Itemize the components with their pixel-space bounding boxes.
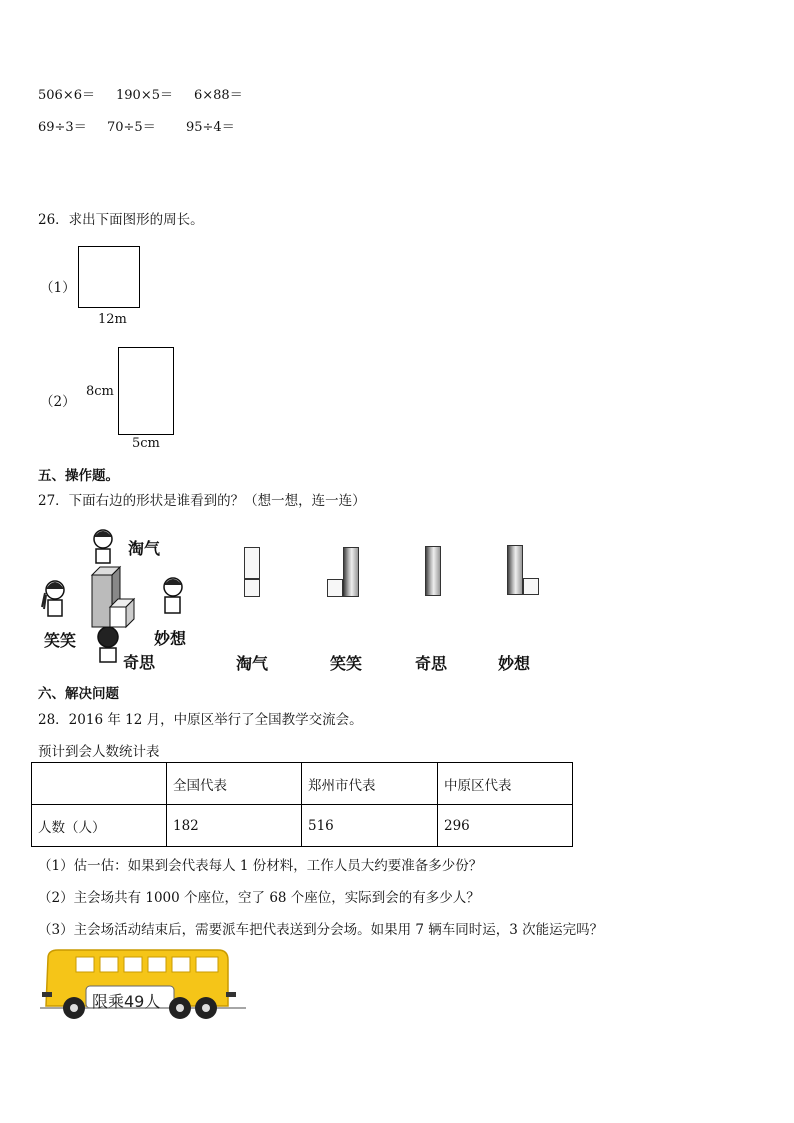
calc-item: 506×6＝ — [38, 88, 95, 103]
figure-1-label: （1） — [40, 280, 76, 296]
answer-label-miaoxiang: 妙想 — [498, 654, 531, 673]
bus-wheel-icon — [63, 997, 85, 1019]
figure-2-label: （2） — [40, 394, 76, 410]
table-header-cell: 中原区代表 — [438, 763, 573, 805]
table-header-row — [32, 763, 573, 805]
view-shape-3-tall-block — [425, 546, 441, 596]
square-figure — [78, 246, 140, 308]
answer-label-qisi: 奇思 — [415, 654, 448, 673]
rectangle-width-label: 5cm — [132, 436, 160, 451]
child-figure-xiaoxiao — [42, 581, 64, 616]
child-figure-taoqi — [94, 530, 112, 563]
view-shape-4-small-block — [523, 578, 539, 595]
table-row-label: 人数（人） — [32, 805, 167, 847]
question-28-sub-3: （3）主会场活动结束后，需要派车把代表送到分会场。如果用 7 辆车同时运，3 次能运完吗？ — [38, 922, 604, 938]
name-label-miaoxiang: 妙想 — [154, 629, 187, 648]
section-6-heading: 六、解决问题 — [38, 686, 119, 702]
view-shape-2-small-block — [327, 579, 343, 597]
view-shape-1-top — [244, 547, 260, 579]
name-label-qisi: 奇思 — [123, 653, 156, 672]
table-title: 预计到会人数统计表 — [38, 744, 160, 760]
rectangle-height-label: 8cm — [86, 384, 114, 399]
question-26-title: 26．求出下面图形的周长。 — [38, 212, 204, 228]
table-row — [32, 805, 573, 847]
calc-item: 6×88＝ — [194, 88, 243, 103]
question-28-intro: 28．2016 年 12 月，中原区举行了全国教学交流会。 — [38, 712, 363, 728]
view-shape-4-tall-block — [507, 545, 523, 595]
bus-wheel-icon — [195, 997, 217, 1019]
table-header-cell: 全国代表 — [167, 763, 302, 805]
calc-item: 70÷5＝ — [107, 120, 156, 135]
name-label-xiaoxiao: 笑笑 — [44, 631, 77, 650]
block-stack — [92, 567, 134, 627]
section-5-heading: 五、操作题。 — [38, 468, 119, 484]
answer-label-taoqi: 淘气 — [236, 654, 269, 673]
calc-item: 69÷3＝ — [38, 120, 87, 135]
question-27-title: 27．下面右边的形状是谁看到的？（想一想，连一连） — [38, 493, 366, 509]
view-shape-2-tall-block — [343, 547, 359, 597]
view-shape-1-bottom — [244, 579, 260, 597]
calc-item: 190×5＝ — [116, 88, 173, 103]
table-cell: 296 — [438, 805, 573, 847]
answer-label-xiaoxiao: 笑笑 — [330, 654, 363, 673]
calc-item: 95÷4＝ — [186, 120, 235, 135]
table-cell: 182 — [167, 805, 302, 847]
question-28-sub-2: （2）主会场共有 1000 个座位，空了 68 个座位，实际到会的有多少人？ — [38, 890, 480, 906]
child-figure-miaoxiang — [164, 578, 182, 613]
bus-wheel-icon — [169, 997, 191, 1019]
table-header-cell — [32, 763, 167, 805]
question-28-sub-1: （1）估一估：如果到会代表每人 1 份材料，工作人员大约要准备多少份？ — [38, 858, 483, 874]
school-bus-illustration — [40, 948, 250, 1026]
name-label-taoqi: 淘气 — [128, 539, 161, 558]
bus-capacity-label: 限乘49人 — [92, 992, 161, 1011]
table-header-cell: 郑州市代表 — [302, 763, 438, 805]
table-cell: 516 — [302, 805, 438, 847]
rectangle-figure — [118, 347, 174, 435]
square-side-length: 12m — [98, 312, 127, 327]
attendance-table — [31, 762, 573, 847]
child-figure-qisi — [98, 627, 118, 662]
